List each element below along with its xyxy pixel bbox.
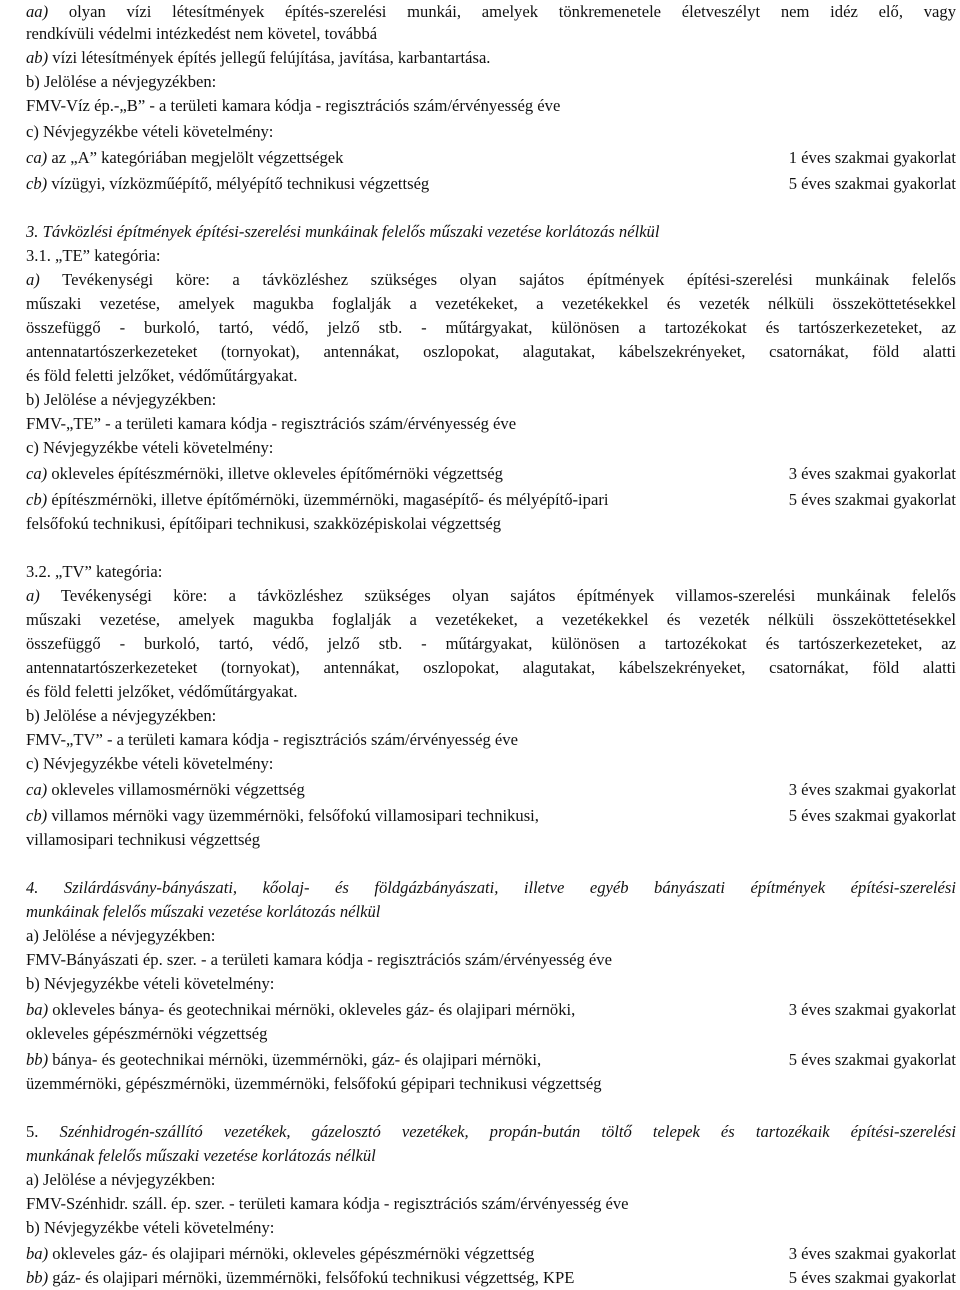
experience-requirement: 5 éves szakmai gyakorlat <box>788 1268 956 1287</box>
experience-requirement: 3 éves szakmai gyakorlat <box>788 1244 956 1263</box>
experience-requirement: 5 éves szakmai gyakorlat <box>788 490 956 509</box>
te-a-line-2: műszaki vezetése, amelyek magukba foglalják a vezetékeket, a vezetékekkel és vezeték nélküli összeköttetésekkel <box>26 294 956 313</box>
c-label: c) Névjegyzékbe vételi követelmény: <box>26 122 274 141</box>
te-cb-line-2: felsőfokú technikusi, építőipari technikusi, szakközépiskolai végzettség <box>26 514 502 533</box>
te-a-line-3: összefüggő - burkoló, tartó, védő, jelző stb. - műtárgyakat, különösen a tartozékokat és tartószerkezeteket, az <box>26 318 956 337</box>
sec4-registry-code: FMV-Bányászati ép. szer. - a területi kamara kódja - regisztrációs szám/érvényesség éve <box>26 950 612 969</box>
tv-a-line-2: műszaki vezetése, amelyek magukba foglalják a vezetékeket, a vezetékekkel és vezeték nélküli összeköttetésekkel <box>26 610 956 629</box>
te-title: 3.1. „TE” kategória: <box>26 246 161 265</box>
tv-a-line-5: és föld feletti jelzőket, védőműtárgyakat. <box>26 682 298 701</box>
te-a-line-5: és föld feletti jelzőket, védőműtárgyakat. <box>26 366 298 385</box>
aa-line-1: aa) olyan vízi létesítmények építés-szerelési munkái, amelyek tönkremenetele életveszélyt nem idéz elő, vagy <box>26 2 956 21</box>
experience-requirement: 3 éves szakmai gyakorlat <box>788 1000 956 1019</box>
sec5-a-label: a) Jelölése a névjegyzékben: <box>26 1170 216 1189</box>
experience-requirement: 5 éves szakmai gyakorlat <box>788 1050 956 1069</box>
section-4-heading-2: munkáinak felelős műszaki vezetése korlátozás nélkül <box>26 902 381 921</box>
sec4-b-label: b) Névjegyzékbe vételi követelmény: <box>26 974 275 993</box>
tv-title: 3.2. „TV” kategória: <box>26 562 163 581</box>
sec5-registry-code: FMV-Szénhidr. száll. ép. szer. - területi kamara kódja - regisztrációs szám/érvényesség éve <box>26 1194 629 1213</box>
requirement-row: ba) okleveles bánya- és geotechnikai mérnöki, okleveles gáz- és olajipari mérnöki, 3 éves szakmai gyakorlat <box>26 998 956 1022</box>
tv-c-label: c) Névjegyzékbe vételi követelmény: <box>26 754 274 773</box>
tv-a-line-1: a) Tevékenységi köre: a távközléshez szükséges olyan sajátos építmények villamos-szerelési munkáinak felelős <box>26 586 956 605</box>
b-label: b) Jelölése a névjegyzékben: <box>26 72 217 91</box>
requirement-row: bb) bánya- és geotechnikai mérnöki, üzemmérnöki, gáz- és olajipari mérnöki, 5 éves szakmai gyakorlat <box>26 1048 956 1072</box>
tv-cb-line-2: villamosipari technikusi végzettség <box>26 830 261 849</box>
tv-a-line-3: összefüggő - burkoló, tartó, védő, jelző stb. - műtárgyakat, különösen a tartozékokat és tartószerkezeteket, az <box>26 634 956 653</box>
tv-registry-code: FMV-„TV” - a területi kamara kódja - regisztrációs szám/érvényesség éve <box>26 730 518 749</box>
requirement-row: bb) gáz- és olajipari mérnöki, üzemmérnöki, felsőfokú technikusi végzettség, KPE 5 éves szakmai gyakorlat <box>26 1266 956 1290</box>
sec5-b-label: b) Névjegyzékbe vételi követelmény: <box>26 1218 275 1237</box>
experience-requirement: 3 éves szakmai gyakorlat <box>788 464 956 483</box>
requirement-row: ca) az „A” kategóriában megjelölt végzettségek 1 éves szakmai gyakorlat <box>26 146 956 170</box>
section-3-heading: 3. Távközlési építmények építési-szerelési munkáinak felelős műszaki vezetése korlátozás nélkül <box>26 222 660 241</box>
te-b-label: b) Jelölése a névjegyzékben: <box>26 390 217 409</box>
section-5-heading-1: 5. Szénhidrogén-szállító vezetékek, gázelosztó vezetékek, propán-bután töltő telepek és tartozékaik építési-szerelési <box>26 1122 956 1141</box>
experience-requirement: 5 éves szakmai gyakorlat <box>788 806 956 825</box>
experience-requirement: 5 éves szakmai gyakorlat <box>788 174 956 193</box>
te-registry-code: FMV-„TE” - a területi kamara kódja - regisztrációs szám/érvényesség éve <box>26 414 517 433</box>
requirement-row: cb) villamos mérnöki vagy üzemmérnöki, felsőfokú villamosipari technikusi, 5 éves szakmai gyakorlat <box>26 804 956 828</box>
sec4-bb-line-2: üzemmérnöki, gépészmérnöki, üzemmérnöki, felsőfokú gépipari technikusi végzettség <box>26 1074 602 1093</box>
sec4-a-label: a) Jelölése a névjegyzékben: <box>26 926 216 945</box>
tv-b-label: b) Jelölése a névjegyzékben: <box>26 706 217 725</box>
tv-a-line-4: antennatartószerkezeteket (tornyokat), antennákat, oszlopokat, alagutakat, kábelszekrényeket, csatornákat, föld alatti <box>26 658 956 677</box>
experience-requirement: 1 éves szakmai gyakorlat <box>788 148 956 167</box>
aa-line-2: rendkívüli védelmi intézkedést nem követel, továbbá <box>26 24 378 43</box>
requirement-row: cb) vízügyi, vízközműépítő, mélyépítő technikusi végzettség 5 éves szakmai gyakorlat <box>26 172 956 196</box>
te-c-label: c) Névjegyzékbe vételi követelmény: <box>26 438 274 457</box>
experience-requirement: 3 éves szakmai gyakorlat <box>788 780 956 799</box>
registry-code: FMV-Víz ép.-„B” - a területi kamara kódja - regisztrációs szám/érvényesség éve <box>26 96 561 115</box>
te-a-line-4: antennatartószerkezeteket (tornyokat), antennákat, oszlopokat, alagutakat, kábelszekrényeket, csatornákat, föld alatti <box>26 342 956 361</box>
requirement-row: cb) építészmérnöki, illetve építőmérnöki, üzemmérnöki, magasépítő- és mélyépítő-ipari 5 éves szakmai gyakorlat <box>26 488 956 512</box>
requirement-row: ca) okleveles építészmérnöki, illetve okleveles építőmérnöki végzettség 3 éves szakmai gyakorlat <box>26 462 956 486</box>
section-4-heading-1: 4. Szilárdásvány-bányászati, kőolaj- és földgázbányászati, illetve egyéb bányászati építmények építési-szerelési <box>26 878 956 897</box>
sec4-ba-line-2: okleveles gépészmérnöki végzettség <box>26 1024 268 1043</box>
requirement-row: ba) okleveles gáz- és olajipari mérnöki, okleveles gépészmérnöki végzettség 3 éves szakmai gyakorlat <box>26 1242 956 1266</box>
te-a-line-1: a) Tevékenységi köre: a távközléshez szükséges olyan sajátos építmények építési-szerelési munkáinak felelős <box>26 270 956 289</box>
section-5-heading-2: munkának felelős műszaki vezetése korlátozás nélkül <box>26 1146 376 1165</box>
ab-line: ab) vízi létesítmények építés jellegű felújítása, javítása, karbantartása. <box>26 48 491 67</box>
requirement-row: ca) okleveles villamosmérnöki végzettség 3 éves szakmai gyakorlat <box>26 778 956 802</box>
